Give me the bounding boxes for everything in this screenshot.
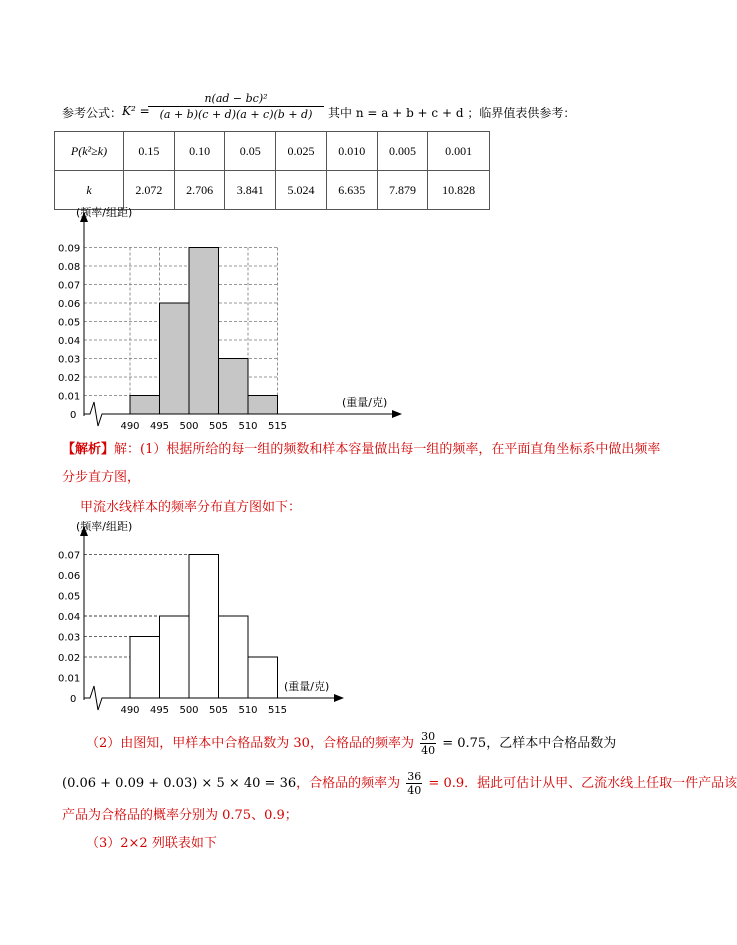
fraction-numerator: 36 <box>407 770 422 783</box>
formula-lhs: K² = <box>122 104 150 118</box>
x-tick-label: 510 <box>238 421 258 432</box>
x-tick-label: 505 <box>208 421 229 432</box>
solution-part1-line1 <box>62 438 660 457</box>
histogram-sample-1 <box>54 204 414 432</box>
histogram-bar <box>189 555 219 699</box>
x-tick-label: 515 <box>267 705 288 716</box>
table-cell: 7.879 <box>377 171 428 210</box>
solution-tag: 【解析】 <box>62 442 115 457</box>
x-tick-label: 500 <box>179 705 199 716</box>
table-cell: 0.10 <box>174 132 225 171</box>
solution-part1-line2: 分步直方图， <box>62 470 141 485</box>
table-cell: 0.001 <box>428 132 490 171</box>
fraction-numerator: 30 <box>421 730 436 743</box>
x-tick-label: 510 <box>238 705 258 716</box>
histogram-bar <box>219 616 249 698</box>
table-cell: 0.010 <box>326 132 377 171</box>
y-axis-label: (频率/组距) <box>76 206 133 219</box>
table-row-header-k: k <box>55 171 124 210</box>
x-tick-label: 495 <box>149 421 170 432</box>
reference-formula <box>62 92 622 132</box>
solution-text-2e: = 0.9．据此可估计从甲、乙流水线上任取一件产品该 <box>428 776 737 791</box>
x-tick-label: 495 <box>149 705 170 716</box>
table-cell: 0.05 <box>225 132 276 171</box>
x-tick-label: 500 <box>179 421 199 432</box>
y-tick-label: 0.05 <box>58 317 81 329</box>
solution-text-2b: = 0.75，乙样本中合格品数为 <box>442 736 617 751</box>
x-tick-label: 490 <box>120 421 140 432</box>
x-tick-label: 490 <box>120 705 140 716</box>
histogram-bar <box>248 396 278 415</box>
table-cell: 10.828 <box>428 171 490 210</box>
fraction-denominator: 40 <box>421 744 436 757</box>
formula-fraction <box>148 92 324 121</box>
x-axis-arrow <box>392 410 402 418</box>
formula-prefix: 参考公式： <box>62 106 123 120</box>
x-tick-label: 505 <box>208 705 229 716</box>
histogram-bar <box>248 657 278 698</box>
formula-suffix: 其中 n = a + b + c + d ；临界值表供参考： <box>328 106 576 120</box>
histogram-bar <box>219 359 249 415</box>
solution-text-2c: (0.06 + 0.09 + 0.03) × 5 × 40 = 36 <box>62 776 297 791</box>
solution-text-1: 解：(1）根据所给的每一组的频数和样本容量做出每一组的频率，在平面直角坐标系中做出频率 <box>114 442 661 457</box>
x-axis-arrow <box>334 694 344 702</box>
fraction-36-40 <box>406 770 422 797</box>
histogram-bar <box>160 303 190 414</box>
table-row-p <box>55 132 490 171</box>
y-tick-label: 0 <box>70 694 77 705</box>
histogram-sample-jia <box>54 518 354 718</box>
y-tick-label: 0.06 <box>58 299 81 310</box>
y-tick-label: 0.03 <box>58 354 81 366</box>
y-tick-label: 0.09 <box>58 243 81 255</box>
histogram-bar <box>130 637 160 699</box>
solution-part3: （3）2×2 列联表如下 <box>86 836 217 851</box>
y-tick-label: 0.06 <box>58 571 81 582</box>
y-tick-label: 0.01 <box>58 391 81 403</box>
solution-text-2a: （2）由图知，甲样本中合格品数为 30，合格品的频率为 <box>86 736 414 751</box>
table-cell: 5.024 <box>276 171 327 210</box>
table-cell: 0.025 <box>276 132 327 171</box>
y-tick-label: 0.04 <box>58 336 81 347</box>
solution-part1-line3: 甲流水线样本的频率分布直方图如下： <box>80 500 302 515</box>
table-cell: 6.635 <box>326 171 377 210</box>
histogram-bar <box>189 248 219 415</box>
x-axis-label: (重量/克) <box>342 396 388 409</box>
y-tick-label: 0.07 <box>58 280 81 292</box>
x-tick-label: 515 <box>267 421 288 432</box>
solution-text-2d: ，合格品的频率为 <box>296 776 401 791</box>
solution-part2-line1 <box>86 730 616 757</box>
y-tick-label: 0.07 <box>58 550 81 562</box>
y-tick-label: 0.01 <box>58 673 81 685</box>
solution-part2-line3: 产品为合格品的概率分别为 0.75、0.9； <box>62 808 298 823</box>
y-tick-label: 0 <box>70 410 77 421</box>
y-tick-label: 0.04 <box>58 612 81 623</box>
fraction-30-40 <box>420 730 436 757</box>
table-row-header-p: P(k²≥k) <box>55 132 124 171</box>
y-tick-label: 0.02 <box>58 373 81 384</box>
fraction-denominator: 40 <box>407 784 422 797</box>
formula-denominator: (a + b)(c + d)(a + c)(b + d) <box>148 106 324 121</box>
histogram-bar <box>130 396 160 415</box>
x-axis-label: (重量/克) <box>284 680 330 693</box>
critical-value-table <box>54 131 490 210</box>
y-tick-label: 0.02 <box>58 653 81 664</box>
table-cell: 3.841 <box>225 171 276 210</box>
formula-numerator: n(ad − bc)² <box>204 92 268 105</box>
table-cell: 2.706 <box>174 171 225 210</box>
table-cell: 2.072 <box>124 171 175 210</box>
solution-part2-line2 <box>62 770 737 797</box>
y-tick-label: 0.03 <box>58 632 81 644</box>
y-tick-label: 0.05 <box>58 591 81 603</box>
table-cell: 0.15 <box>124 132 175 171</box>
y-axis-label: (频率/组距) <box>76 520 133 533</box>
y-tick-label: 0.08 <box>58 262 81 273</box>
histogram-bar <box>160 616 190 698</box>
table-cell: 0.005 <box>377 132 428 171</box>
